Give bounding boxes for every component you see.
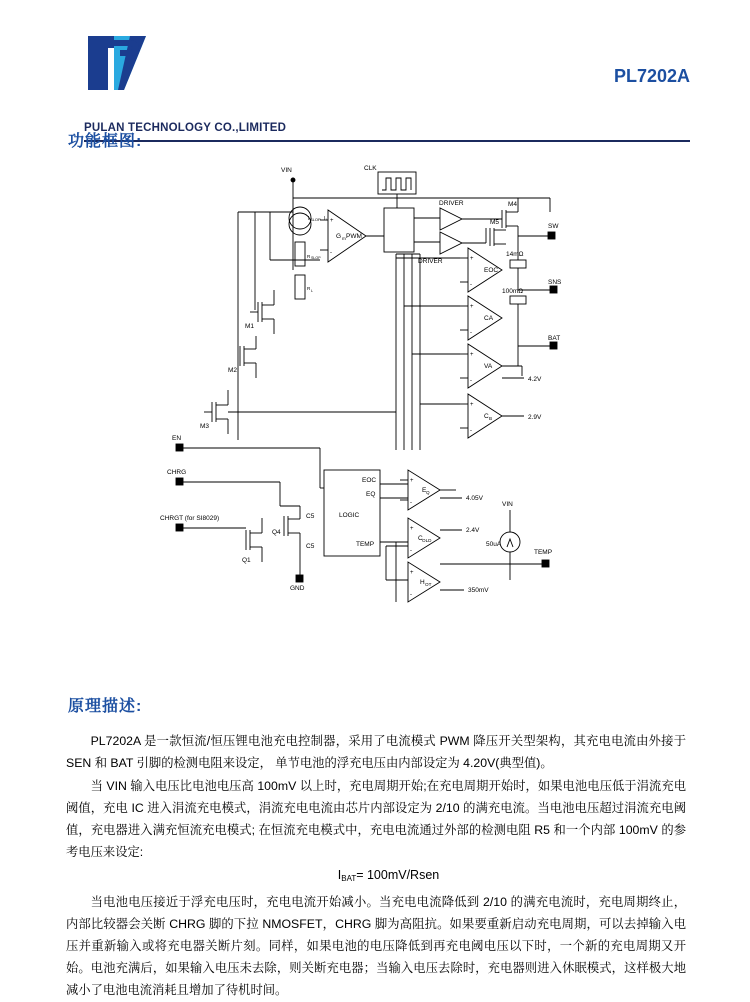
label-en: EN <box>172 435 182 442</box>
label-clk: CLK <box>364 165 377 172</box>
description-body <box>66 730 686 1002</box>
svg-text:+: + <box>410 526 414 532</box>
paragraph-2: 当 VIN 输入电压比电池电压高 100mV 以上时，充电周期开始;在充电周期开始时，如果电池电压低于涓流充电阈值，充电 IC 进入涓流充电模式，涓流充电电流由芯片内部设定为 2/10 的满充电流。当电池电压超过涓流充电阈值，充电器进入满充恒流充电模式; 在恒流充电模式中，充电电流通过外部的检测电阻 R5 和一个内部 100mV 的参考电压来设定: <box>66 779 686 859</box>
label-gm-pwm: G <box>336 233 342 240</box>
svg-text:-: - <box>470 378 472 384</box>
label-rl: R <box>307 286 311 291</box>
svg-text:+: + <box>330 218 334 224</box>
label-driver-bottom: DRIVER <box>418 258 443 265</box>
label-q1: Q1 <box>242 557 251 564</box>
paragraph-3: 当电池电压接近于浮充电压时，充电电流开始减小。当充电电流降低到 2/10 的满充电流时，充电周期终止，内部比较器会关断 CHRG 脚的下拉 NMOSFET，CHRG 脚为高阻抗。如果要重新启动充电周期，可以去掉输入电压并重新输入或将充电器关断片刻。同样，如果电池的电压降低到再充电阈电压以下时，一个新的充电周期又开始。电池充满后，如果输入电压未去除，则关断充电器；当输入电压去除时，充电器则进入休眠模式，这样极大地减小了电池电流消耗且增加了待机时间。 <box>66 895 686 997</box>
label-temp: TEMP <box>534 549 553 556</box>
label-q4: Q4 <box>272 529 281 536</box>
svg-text:+: + <box>470 304 474 310</box>
svg-text:B: B <box>489 416 493 421</box>
svg-text:-: - <box>410 548 412 554</box>
label-eoc-pin: EOC <box>362 477 377 484</box>
svg-text:-: - <box>330 250 332 256</box>
label-driver-top: DRIVER <box>439 200 464 207</box>
label-bat: BAT <box>548 335 561 342</box>
label-cb-amp: C <box>484 413 489 420</box>
svg-text:+: + <box>410 478 414 484</box>
svg-text:-: - <box>470 428 472 434</box>
functional-block-diagram <box>150 150 620 630</box>
svg-text:-: - <box>410 500 412 506</box>
label-gnd: GND <box>290 585 305 592</box>
label-chrg: CHRG <box>167 469 187 476</box>
svg-text:-: - <box>470 282 472 288</box>
label-2v9: 2.9V <box>528 414 542 421</box>
svg-text:PWM: PWM <box>346 233 362 240</box>
svg-text:Q: Q <box>426 490 430 495</box>
page-header <box>60 30 690 134</box>
label-va-amp: VA <box>484 363 493 370</box>
label-eq-amp: E <box>422 487 427 494</box>
svg-text:+: + <box>410 570 414 576</box>
label-350mv: 350mV <box>468 587 489 594</box>
company-name: PULAN TECHNOLOGY CO.,LIMITED <box>84 122 287 134</box>
label-ca-amp: CA <box>484 315 494 322</box>
svg-text:SLOP: SLOP <box>310 217 321 222</box>
svg-text:OT: OT <box>425 582 432 587</box>
label-2v4: 2.4V <box>466 527 480 534</box>
label-4v2: 4.2V <box>528 376 542 383</box>
pulan-logo <box>84 32 166 94</box>
label-temp-pin: TEMP <box>356 541 375 548</box>
svg-text:SLOP: SLOP <box>311 256 321 260</box>
label-m1: M1 <box>245 323 255 330</box>
label-m2: M2 <box>228 367 238 374</box>
paragraph-1: PL7202A 是一款恒流/恒压锂电池充电控制器，采用了电流模式 PWM 降压开关型架构，其充电电流由外接于 SEN 和 BAT 引脚的检测电阻来设定， 单节电池的浮充电压由内部设定为 4.20V(典型值)。 <box>66 734 686 770</box>
part-number: PL7202A <box>613 66 690 86</box>
svg-text:OLD: OLD <box>422 538 432 543</box>
label-logic: LOGIC <box>339 512 360 519</box>
svg-text:-: - <box>470 330 472 336</box>
label-m4: M4 <box>508 201 518 208</box>
label-eoc-amp: EOC <box>484 267 499 274</box>
svg-text:+: + <box>470 402 474 408</box>
svg-text:m: m <box>342 236 346 241</box>
svg-text:I₁: I₁ <box>324 216 328 222</box>
header-divider <box>84 140 690 142</box>
svg-text:+: + <box>470 256 474 262</box>
section-title-block-diagram: 功能框图: <box>68 133 143 150</box>
label-sw: SW <box>548 223 559 230</box>
label-eq-pin: EQ <box>366 491 376 498</box>
label-14mohm: 14mΩ <box>506 251 524 258</box>
formula-ibat: $I_{BAT}=$ 100mV/Rsen <box>337 868 440 883</box>
label-100mohm: 100mΩ <box>502 288 524 295</box>
label-c5-a: C5 <box>306 513 315 520</box>
label-4v05: 4.05V <box>466 495 483 502</box>
label-sns: SNS <box>548 279 562 286</box>
label-hot-amp: H <box>420 579 425 586</box>
label-vin-src: VIN <box>502 501 513 508</box>
label-m3: M3 <box>200 423 210 430</box>
section-title-description: 原理描述: <box>68 698 143 715</box>
svg-text:-: - <box>410 592 412 598</box>
label-50ua: 50uA <box>486 541 502 548</box>
svg-text:+: + <box>470 352 474 358</box>
label-vin-top: VIN <box>281 167 292 174</box>
label-c5-b: C5 <box>306 543 315 550</box>
svg-text:L: L <box>311 289 313 293</box>
label-cold-amp: C <box>418 535 423 542</box>
label-m5: M5 <box>490 219 500 226</box>
label-rslope: R <box>307 254 311 259</box>
label-chrgt: CHRGT (for SI8029) <box>160 515 220 522</box>
label-islope-i: I <box>308 216 310 222</box>
